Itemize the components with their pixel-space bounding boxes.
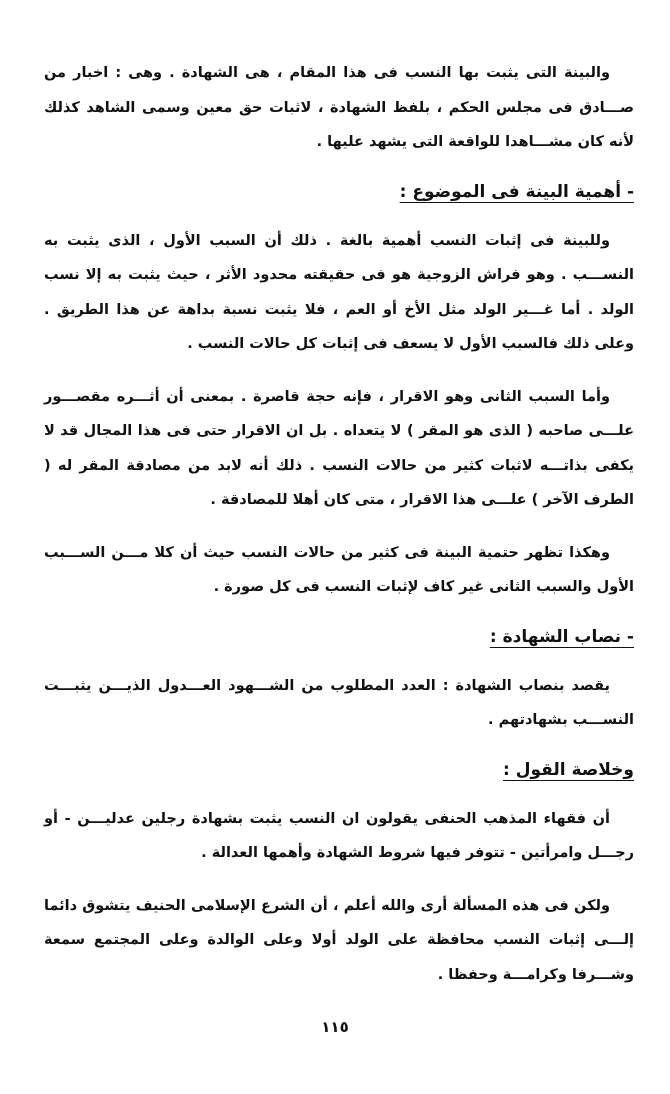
paragraph-marriage-bed: وللبينة فى إثبات النسب أهمية بالغة . ذلك أن السبب الأول ، الذى يثبت به النســـب . وهو فراش الزوجية هو فى حقيقته محدود الأثر ، حيث يثبت به إلا نسب الولد . أما غـــير الولد مثل الأخ أو العم ، فلا يثبت نسبة بداهة عن هذا الطريق . وعلى ذلك فالسبب الأول لا يسعف فى إثبات كل حالات النسب .	[44, 232, 634, 352]
document-page	[44, 56, 634, 992]
heading-text: وخلاصة القول :	[503, 759, 634, 780]
paragraph-acknowledgment: وأما السبب الثانى وهو الاقرار ، فإنه حجة قاصرة . بمعنى أن أثـــره مقصـــور علـــى صاحبه ( الذى هو المقر ) لا يتعداه . بل ان الاقرار حتى فى هذا المجال قد لا يكفى بذاتـــه لاثبات كثير من حالات النسب . ذلك أنه لابد من مصادقة المقر له ( الطرف الآخر ) علـــى هذا الاقرار ، متى كان أهلا للمصادقة .	[44, 388, 634, 508]
paragraph-evidence-definition: والبينة التى يثبت بها النسب فى هذا المقام ، هى الشهادة . وهى : اخبار من صـــادق فى مجلس الحكم ، بلفظ الشهادة ، لاثبات حق معين وسمى الشاهد كذلك لأنه كان مشـــاهدا للواقعة التى يشهد عليها .	[44, 65, 634, 150]
paragraph-quorum-definition: يقصد بنصاب الشهادة : العدد المطلوب من الشـــهود العـــدول الذيـــن يثبـــت النســـب بشهادتهم .	[44, 677, 634, 728]
heading-testimony-quorum	[44, 623, 634, 651]
paragraph-author-opinion: ولكن فى هذه المسألة أرى والله أعلم ، أن الشرع الإسلامى الحنيف يتشوق دائما إلـــى إثبات النسب محافظة على الولد أولا وعلى الوالدة وعلى المجتمع سمعة وشـــرفا وكرامـــة وحفظا .	[44, 897, 634, 983]
heading-conclusion	[44, 756, 634, 784]
heading-text: - نصاب الشهادة :	[489, 626, 634, 647]
paragraph-hanafi-view: أن فقهاء المذهب الحنفى يقولون ان النسب يثبت بشهادة رجلين عدليـــن - أو رجـــل وامرأتين - تتوفر فيها شروط الشهادة وأهمها العدالة .	[44, 810, 634, 861]
page-number: ١١٥	[321, 1018, 349, 1036]
paragraph-necessity-of-evidence: وهكذا تظهر حتمية البينة فى كثير من حالات النسب حيث أن كلا مـــن الســـبب الأول والسبب الثانى غير كاف لإثبات النسب فى كل صورة .	[44, 544, 634, 595]
heading-text: - أهمية البينة فى الموضوع :	[399, 181, 634, 202]
heading-importance-of-evidence	[44, 178, 634, 206]
